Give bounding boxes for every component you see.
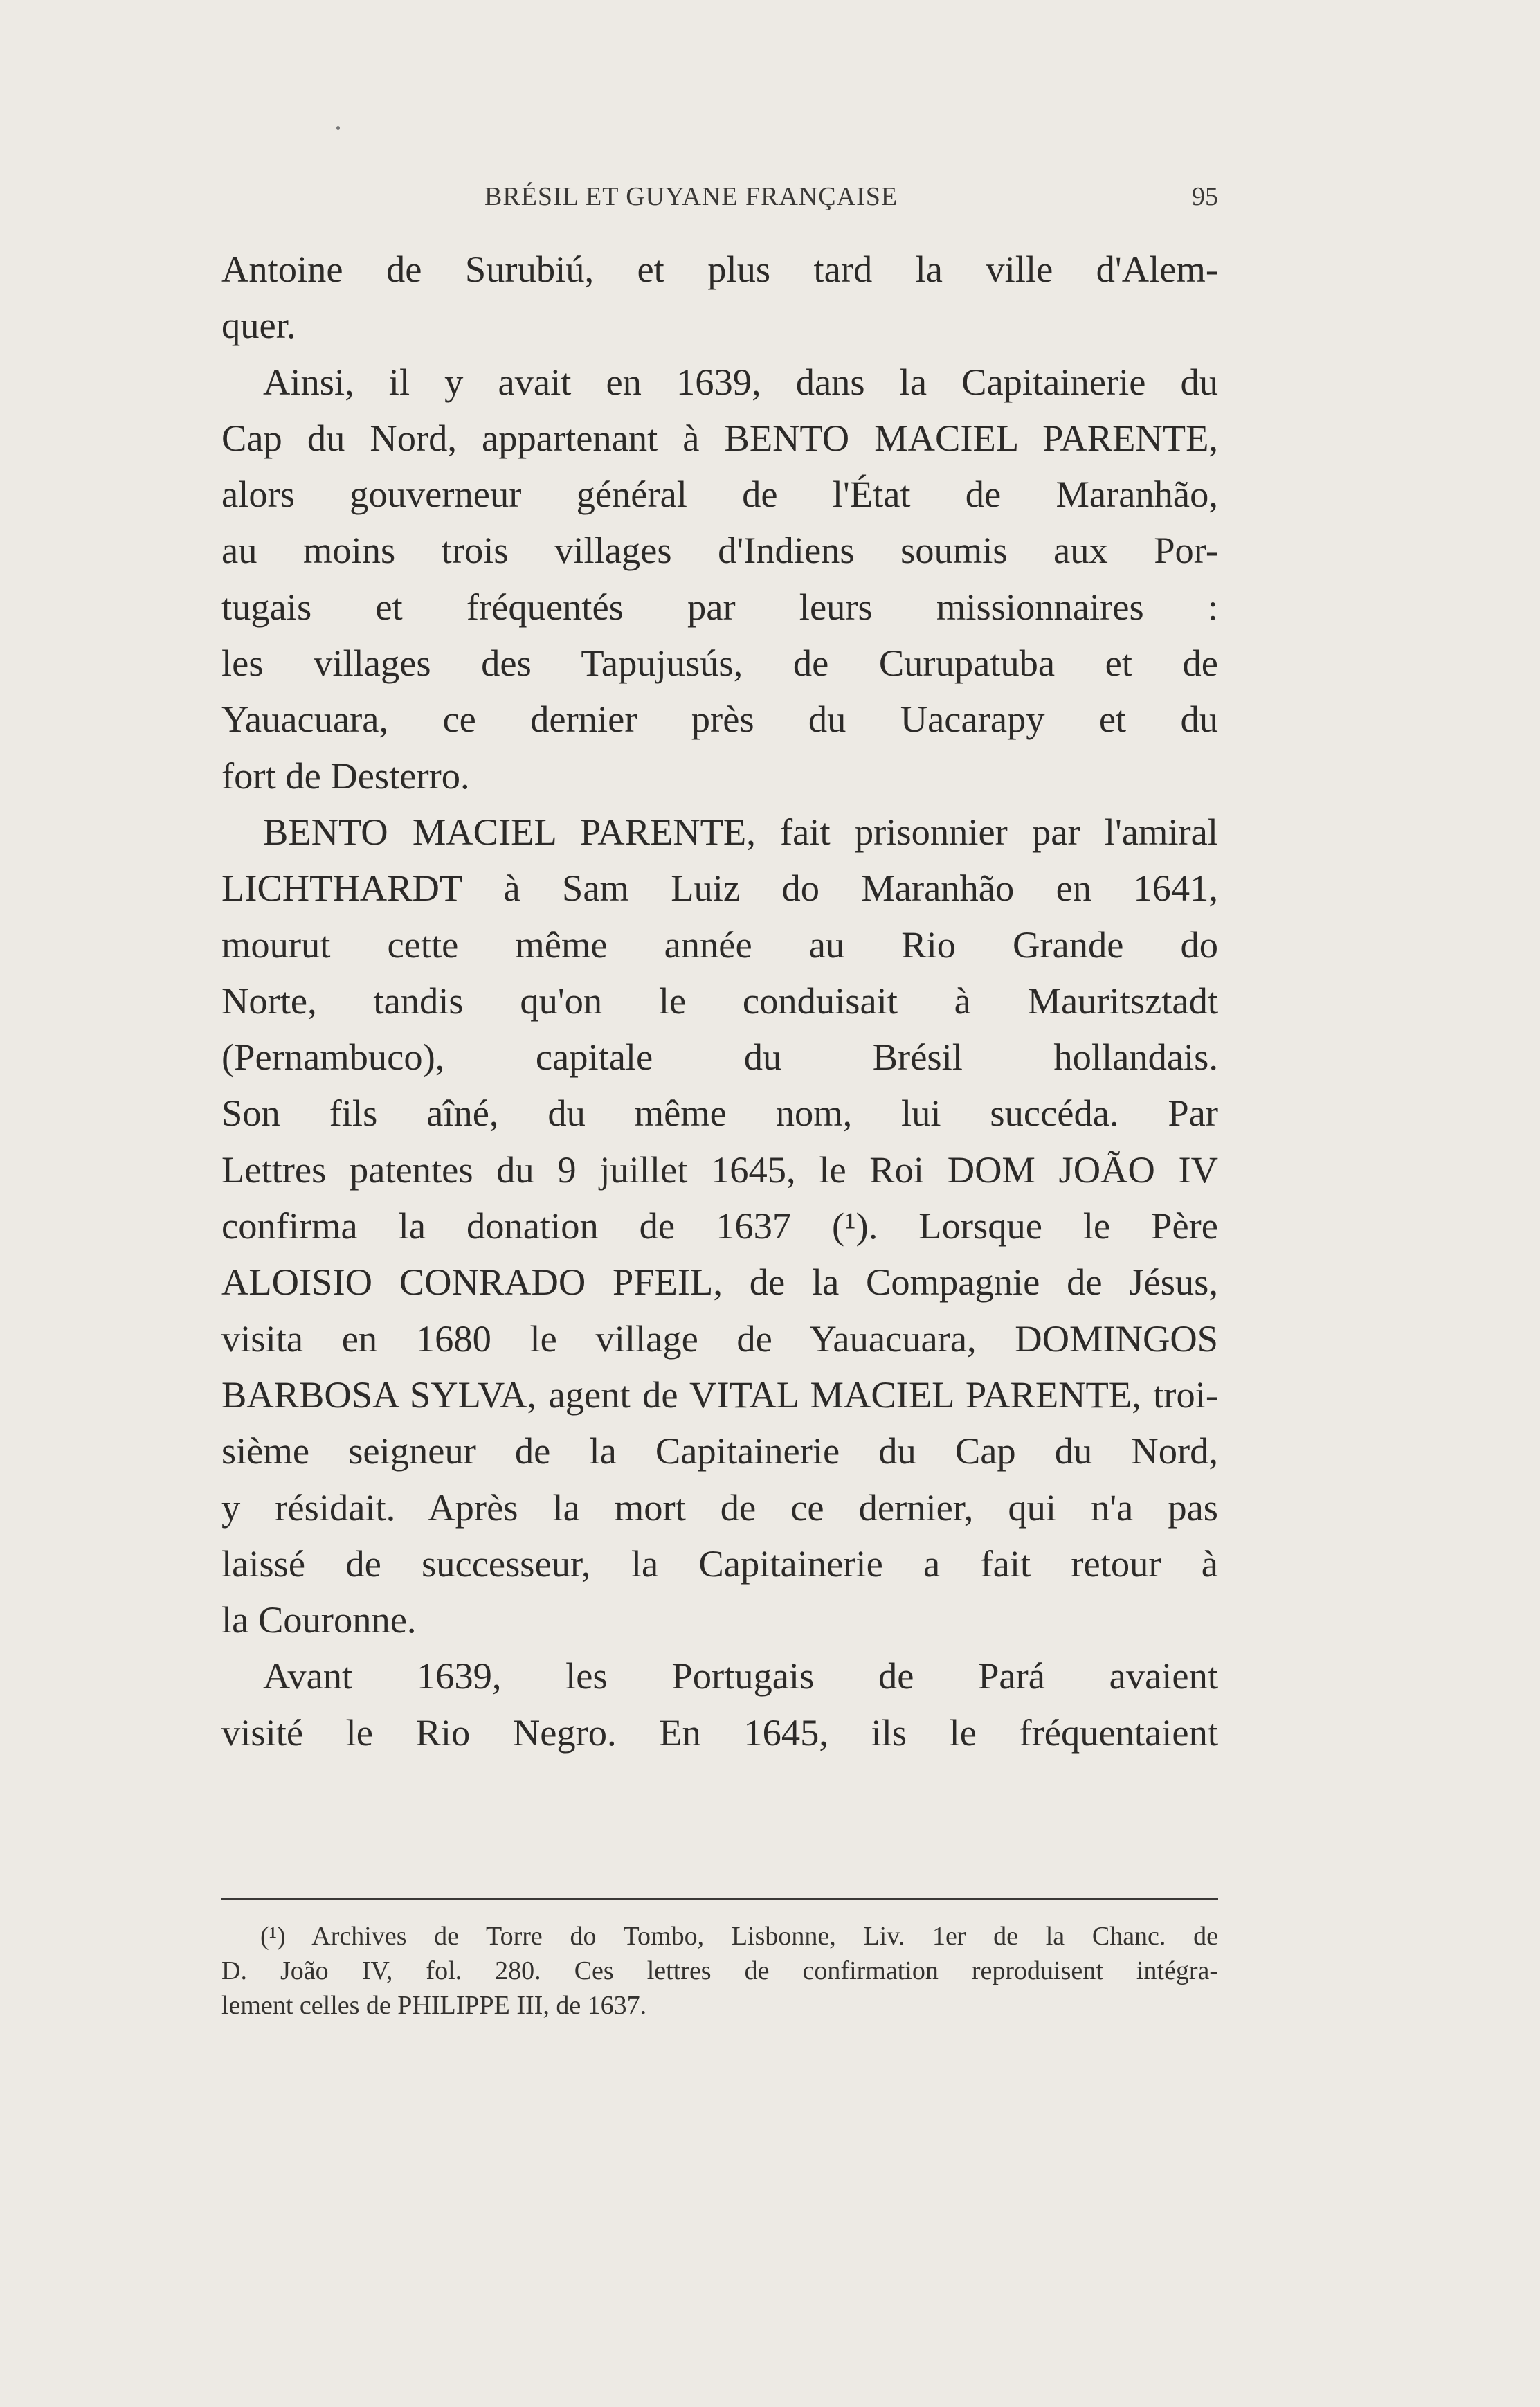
page-number: 95 [1192,182,1218,211]
body-line: visita en 1680 le village de Yauacuara, DOMINGOS [221,1317,1218,1360]
body-line: confirma la donation de 1637 (¹). Lorsque le Père [221,1205,1218,1247]
footnotes [221,1919,1218,2023]
body-line: ALOISIO CONRADO PFEIL, de la Compagnie de Jésus, [221,1261,1218,1304]
body-line: tugais et fréquentés par leurs missionnaires : [221,585,1218,628]
body-line: Son fils aîné, du même nom, lui succéda. Par [221,1092,1218,1135]
body-line: la Couronne. [221,1598,417,1641]
body-line: LICHTHARDT à Sam Luiz do Maranhão en 1641, [221,867,1218,910]
body-line: Antoine de Surubiú, et plus tard la ville d'Alem- [221,248,1218,290]
body-line: (Pernambuco), capitale du Brésil hollandais. [221,1036,1218,1079]
body-line: Yauacuara, ce dernier près du Uacarapy et du [221,698,1218,741]
body-line: BENTO MACIEL PARENTE, fait prisonnier par l'amiral [263,810,1218,853]
body-line: BARBOSA SYLVA, agent de VITAL MACIEL PARENTE, troi- [221,1373,1218,1416]
running-head [221,181,1218,216]
footnote-line: D. João IV, fol. 280. Ces lettres de confirmation reproduisent intégra- [221,1956,1218,1985]
print-speck [336,126,340,130]
body-line: alors gouverneur général de l'État de Maranhão, [221,473,1218,516]
body-text [221,241,1218,1760]
body-line: y résidait. Après la mort de ce dernier, qui n'a pas [221,1486,1218,1529]
body-line: les villages des Tapujusús, de Curupatuba et de [221,642,1218,685]
body-line: Lettres patentes du 9 juillet 1645, le Roi DOM JOÃO IV [221,1148,1218,1191]
running-title: BRÉSIL ET GUYANE FRANÇAISE [484,182,898,211]
body-line: quer. [221,304,296,347]
footnote-line: lement celles de PHILIPPE III, de 1637. [221,1991,647,2020]
body-line: laissé de successeur, la Capitainerie a fait retour à [221,1542,1218,1585]
body-line: Ainsi, il y avait en 1639, dans la Capitainerie du [263,360,1218,403]
footnote-rule [221,1898,1218,1900]
body-line: Cap du Nord, appartenant à BENTO MACIEL PARENTE, [221,416,1218,459]
body-line: au moins trois villages d'Indiens soumis aux Por- [221,529,1218,572]
body-line: mourut cette même année au Rio Grande do [221,923,1218,966]
footnote-line: (¹) Archives de Torre do Tombo, Lisbonne, Liv. 1er de la Chanc. de [260,1922,1218,1951]
body-line: sième seigneur de la Capitainerie du Cap du Nord, [221,1430,1218,1472]
body-line: visité le Rio Negro. En 1645, ils le fréquentaient [221,1711,1218,1754]
body-line: fort de Desterro. [221,754,470,797]
body-line: Avant 1639, les Portugais de Pará avaient [263,1655,1218,1697]
body-line: Norte, tandis qu'on le conduisait à Mauritsztadt [221,979,1218,1022]
